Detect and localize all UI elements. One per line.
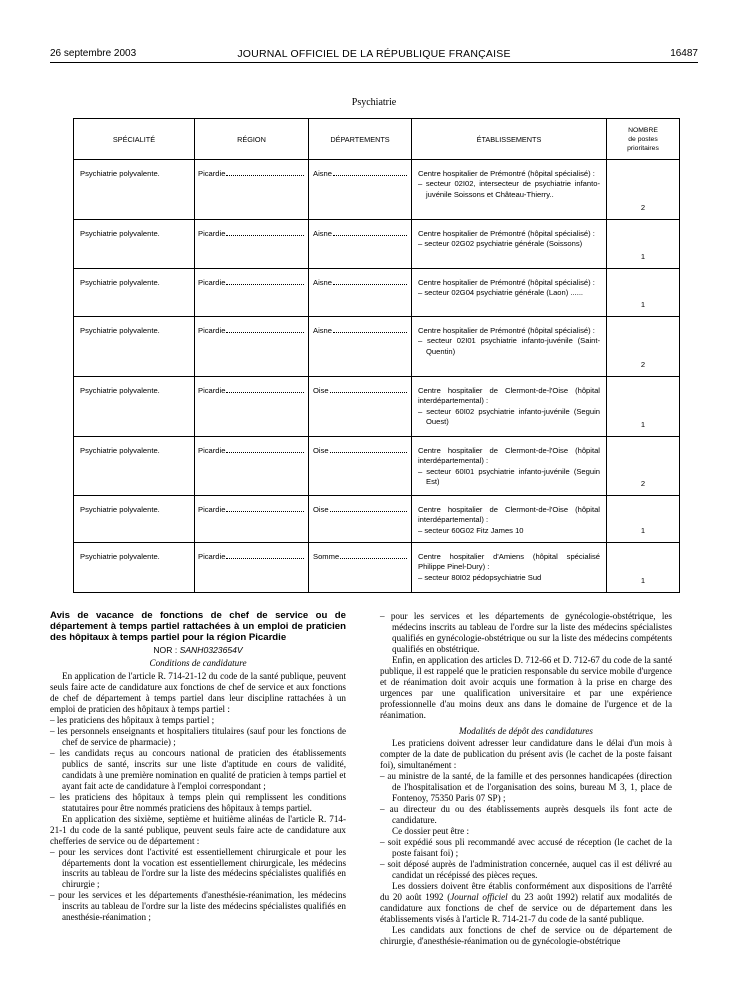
cell-region: Picardie bbox=[198, 505, 226, 514]
list-item: – au directeur du ou des établissements auprès desquels ils font acte de candidature. bbox=[380, 804, 672, 826]
alinea-list bbox=[50, 847, 346, 924]
header-page-number: 16487 bbox=[670, 48, 698, 59]
table-header-row bbox=[74, 119, 680, 160]
header-title: JOURNAL OFFICIEL DE LA RÉPUBLIQUE FRANÇAISE bbox=[237, 48, 511, 60]
cell-region: Picardie bbox=[198, 446, 226, 455]
page-header bbox=[50, 48, 698, 66]
modalites-heading: Modalités de dépôt des candidatures bbox=[459, 725, 593, 736]
cell-nombre-box bbox=[607, 269, 680, 317]
cell-etablissement-box bbox=[412, 437, 607, 496]
cell-nombre-box bbox=[607, 317, 680, 377]
cell-departement-box bbox=[309, 496, 412, 543]
list-item: – pour les services et les départements de gynécologie-obstétrique, les médecins inscrits au tableau de l'ordre sur la liste des médecins spécialistes qualifiés en gynécologie-obstétrique ou sur la liste des médecins compétents qualifiés en obstétrique. bbox=[380, 611, 672, 654]
dossier-intro: Ce dossier peut être : bbox=[392, 826, 470, 837]
list-item: – pour les services et les départements d'anesthésie-réanimation, les médecins inscrits au tableau de l'ordre sur la liste des médecins spécialistes qualifiés en anesthésie-réanimation ; bbox=[50, 890, 346, 923]
cell-specialite-box bbox=[74, 317, 195, 377]
cell-specialite-box bbox=[74, 496, 195, 543]
cell-etablissement-line: – secteur 02G02 psychiatrie générale (Soissons) bbox=[418, 239, 583, 249]
cell-specialite-box bbox=[74, 377, 195, 437]
cell-etablissement-box bbox=[412, 377, 607, 437]
cell-specialite: Psychiatrie polyvalente. bbox=[80, 278, 160, 287]
cell-departement: Aisne bbox=[313, 229, 332, 238]
dossiers-journal: Journal officiel bbox=[450, 891, 508, 902]
cell-region: Picardie bbox=[198, 326, 226, 335]
list-item: – soit déposé auprès de l'administration concernée, auquel cas il est délivré au candidat un récépissé des pièces reçues. bbox=[380, 858, 672, 880]
column-right bbox=[380, 611, 672, 947]
nor-label: NOR : bbox=[153, 645, 180, 656]
cell-etablissement-box bbox=[412, 543, 607, 593]
cell-etablissement-box bbox=[412, 220, 607, 269]
cell-nombre-box bbox=[607, 437, 680, 496]
nombre-header-text: NOMBRE de postes prioritaires bbox=[627, 126, 659, 152]
nor-reference bbox=[50, 645, 346, 656]
cell-specialite: Psychiatrie polyvalente. bbox=[80, 505, 160, 514]
cell-departement-box bbox=[309, 543, 412, 593]
cell-departement: Aisne bbox=[313, 326, 332, 335]
header-date: 26 septembre 2003 bbox=[50, 48, 137, 59]
cell-etablissement-box bbox=[412, 496, 607, 543]
cell-region-box bbox=[195, 437, 309, 496]
modalites-list bbox=[380, 771, 672, 826]
table-row bbox=[74, 377, 680, 437]
cell-specialite: Psychiatrie polyvalente. bbox=[80, 446, 160, 455]
cell-region-box bbox=[195, 160, 309, 220]
cell-region-box bbox=[195, 220, 309, 269]
cell-departement-box bbox=[309, 220, 412, 269]
cell-specialite-box bbox=[74, 437, 195, 496]
column-left bbox=[50, 611, 346, 923]
cell-specialite: Psychiatrie polyvalente. bbox=[80, 169, 160, 178]
cell-etablissement-line: – secteur 60I02 psychiatrie infanto-juvénile (Seguin Ouest) bbox=[418, 406, 600, 426]
list-item: – soit expédié sous pli recommandé avec accusé de réception (le cachet de la poste faisant foi) ; bbox=[380, 837, 672, 859]
cell-etablissement-box bbox=[412, 269, 607, 317]
cell-specialite: Psychiatrie polyvalente. bbox=[80, 386, 160, 395]
cell-specialite-box bbox=[74, 543, 195, 593]
alinea-intro: En application des sixième, septième et huitième alinéas de l'article R. 714-21-1 du code de la santé publique, peuvent seuls faire acte de candidature aux chefferies de service ou de département : bbox=[50, 813, 346, 846]
column-header-departements: DÉPARTEMENTS bbox=[309, 119, 412, 160]
cell-nombre-box bbox=[607, 377, 680, 437]
cell-departement: Oise bbox=[313, 505, 329, 514]
cell-etablissement-line: Centre hospitalier de Clermont-de-l'Oise (hôpital interdépartemental) : bbox=[418, 505, 600, 525]
dossier-list bbox=[380, 837, 672, 881]
cell-region: Picardie bbox=[198, 278, 226, 287]
cell-region: Picardie bbox=[198, 386, 226, 395]
cell-etablissement-line: Centre hospitalier d'Amiens (hôpital spécialisé Philippe Pinel-Dury) : bbox=[418, 552, 600, 572]
nor-code: SANH0323654V bbox=[179, 645, 243, 656]
cell-etablissement-line: Centre hospitalier de Prémontré (hôpital spécialisé) : bbox=[418, 229, 595, 238]
dossiers-text-a: Les dossiers doivent être établis conformément aux dispositions de l'arrêté du 20 août 1992 ( bbox=[380, 880, 672, 902]
cell-etablissement-line: – secteur 60I01 psychiatrie infanto-juvénile (Seguin Est) bbox=[418, 466, 600, 486]
cell-specialite: Psychiatrie polyvalente. bbox=[80, 229, 160, 238]
list-item: – les personnels enseignants et hospitaliers titulaires (sauf pour les fonctions de chef de service de pharmacie) ; bbox=[50, 726, 346, 748]
cell-departement-box bbox=[309, 160, 412, 220]
cell-specialite: Psychiatrie polyvalente. bbox=[80, 326, 160, 335]
cell-region: Picardie bbox=[198, 229, 226, 238]
cell-etablissement-line: – secteur 02I01 psychiatrie infanto-juvénile (Saint-Quentin) bbox=[418, 336, 600, 356]
table-body bbox=[74, 160, 680, 593]
cell-nombre-box bbox=[607, 496, 680, 543]
list-item: – au ministre de la santé, de la famille et des personnes handicapées (direction de l'hospitalisation et de l'organisation des soins, bureau M 3, 1, place de Fontenoy, 75350 Paris 07 SP) ; bbox=[380, 771, 672, 804]
avis-title: Avis de vacance de fonctions de chef de service ou de département à temps partiel rattachées à un emploi de praticien des hôpitaux à temps partiel pour la région Picardie bbox=[50, 610, 346, 643]
list-item: – les praticiens des hôpitaux à temps partiel ; bbox=[50, 715, 215, 726]
enfin-paragraph: Enfin, en application des articles D. 712-66 et D. 712-67 du code de la santé publique, il est rappelé que le praticien responsable du service mobile d'urgence et de réanimation doit avoir acquis une formation à la prise en charge des urgences par une qualification universitaire et par une expérience professionnelle d'au moins deux ans dans le domaine de l'urgence et de la réanimation. bbox=[380, 654, 672, 720]
cell-specialite-box bbox=[74, 220, 195, 269]
table-row bbox=[74, 220, 680, 269]
header-rule bbox=[50, 62, 698, 63]
cell-etablissement-line: – secteur 60G02 Fitz James 10 bbox=[418, 525, 524, 535]
cell-departement: Somme bbox=[313, 552, 340, 561]
cell-etablissement-box bbox=[412, 160, 607, 220]
table-row bbox=[74, 269, 680, 317]
list-item: – les praticiens des hôpitaux à temps plein qui remplissent les conditions statutaires pour être nommés praticiens des hôpitaux à temps partiel. bbox=[50, 791, 346, 813]
cell-etablissement-line: Centre hospitalier de Clermont-de-l'Oise (hôpital interdépartemental) : bbox=[418, 386, 600, 406]
conditions-list bbox=[50, 715, 346, 814]
cell-region-box bbox=[195, 317, 309, 377]
cell-region-box bbox=[195, 377, 309, 437]
dossiers-text-b: du 23 août 1992) relatif aux modalités de candidature aux fonctions de chef de service ou de département dans les établissements visés à l'article R. 714-21-7 du code de la santé publique. bbox=[380, 891, 673, 924]
cell-etablissement-line: Centre hospitalier de Prémontré (hôpital spécialisé) : bbox=[418, 326, 595, 335]
cell-etablissement-line: Centre hospitalier de Prémontré (hôpital spécialisé) : bbox=[418, 169, 595, 178]
cell-departement: Oise bbox=[313, 446, 329, 455]
cell-departement: Oise bbox=[313, 386, 329, 395]
cell-departement-box bbox=[309, 269, 412, 317]
cell-nombre-box bbox=[607, 160, 680, 220]
column-header-region: RÉGION bbox=[195, 119, 309, 160]
cell-etablissement-line: – secteur 02I02, intersecteur de psychiatrie infanto-juvénile Soissons et Château-Thierry.. bbox=[418, 179, 600, 199]
cell-departement-box bbox=[309, 437, 412, 496]
section-title: Psychiatrie bbox=[351, 97, 397, 108]
cell-departement-box bbox=[309, 317, 412, 377]
cell-region-box bbox=[195, 543, 309, 593]
cell-nombre: 1 bbox=[640, 299, 646, 309]
column-header-etablissements: ÉTABLISSEMENTS bbox=[412, 119, 607, 160]
cell-nombre: 2 bbox=[640, 359, 646, 369]
cell-departement: Aisne bbox=[313, 169, 332, 178]
table-row bbox=[74, 496, 680, 543]
modalites-intro: Les praticiens doivent adresser leur candidature dans le délai d'un mois à compter de la date de publication du présent avis (le cachet de la poste faisant foi), simultanément : bbox=[380, 738, 672, 771]
cell-region: Picardie bbox=[198, 169, 226, 178]
alinea-list-continued bbox=[380, 611, 672, 655]
cell-region: Picardie bbox=[198, 552, 226, 561]
cell-nombre-box bbox=[607, 220, 680, 269]
cell-etablissement-line: Centre hospitalier de Prémontré (hôpital spécialisé) : bbox=[418, 278, 595, 287]
cell-nombre: 1 bbox=[640, 575, 646, 585]
cell-nombre: 1 bbox=[640, 419, 646, 429]
cell-region-box bbox=[195, 496, 309, 543]
table-row bbox=[74, 543, 680, 593]
cell-specialite-box bbox=[74, 160, 195, 220]
cell-etablissement-line: – secteur 80I02 pédopsychiatrie Sud bbox=[418, 572, 542, 582]
cell-nombre: 1 bbox=[640, 251, 646, 261]
cell-specialite: Psychiatrie polyvalente. bbox=[80, 552, 160, 561]
cell-etablissement-box bbox=[412, 317, 607, 377]
table-row bbox=[74, 160, 680, 220]
postes-table bbox=[73, 118, 680, 593]
list-item: – les candidats reçus au concours national de praticien des établissements publics de santé, inscrits sur une liste d'aptitude en cours de validité, candidats à une première nomination en qualité de praticien à temps partiel et ayant fait acte de candidature à l'emploi correspondant ; bbox=[50, 747, 346, 791]
cell-departement-box bbox=[309, 377, 412, 437]
cell-region-box bbox=[195, 269, 309, 317]
cell-nombre: 2 bbox=[640, 202, 646, 212]
dossiers-paragraph bbox=[380, 881, 672, 925]
conditions-heading: Conditions de candidature bbox=[149, 658, 247, 669]
table-row bbox=[74, 437, 680, 496]
cell-nombre: 2 bbox=[640, 478, 646, 488]
column-header-nombre bbox=[607, 119, 680, 160]
conditions-intro: En application de l'article R. 714-21-12 du code de la santé publique, peuvent seuls faire acte de candidature aux fonctions de chef de service et aux fonctions de chef de département à temps partiel dans leur discipline rattachées à un emploi de praticien des hôpitaux à temps partiel : bbox=[50, 671, 346, 715]
cell-nombre-box bbox=[607, 543, 680, 593]
cell-departement: Aisne bbox=[313, 278, 332, 287]
table-row bbox=[74, 317, 680, 377]
cell-nombre: 1 bbox=[640, 525, 646, 535]
cell-etablissement-line: Centre hospitalier de Clermont-de-l'Oise (hôpital interdépartemental) : bbox=[418, 446, 600, 466]
cell-specialite-box bbox=[74, 269, 195, 317]
last-paragraph: Les candidats aux fonctions de chef de service ou de département de chirurgie, d'anesthésie-réanimation ou de gynécologie-obstétrique bbox=[380, 924, 672, 946]
list-item: – pour les services dont l'activité est essentiellement chirurgicale et pour les départements dont la vocation est essentiellement chirurgicale, les médecins inscrits au tableau de l'ordre sur la liste des médecins spécialistes qualifiés en chirurgie ; bbox=[50, 846, 346, 890]
column-header-specialite: SPÉCIALITÉ bbox=[74, 119, 195, 160]
cell-etablissement-line: – secteur 02G04 psychiatrie générale (Laon) ...... bbox=[418, 288, 584, 298]
